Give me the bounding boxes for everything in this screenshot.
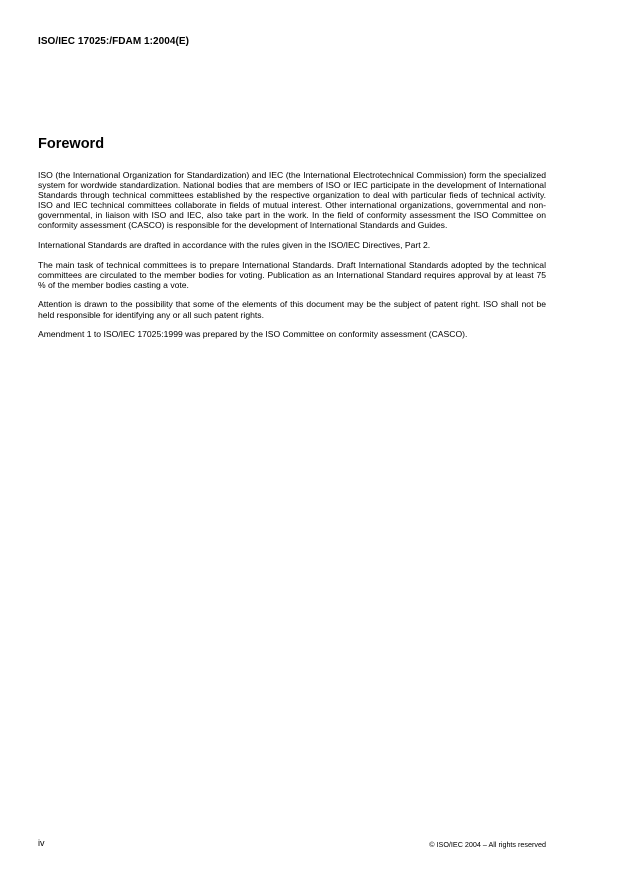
paragraph-organizations: ISO (the International Organization for Standardization) and IEC (the International Electrotechnical Commission) form the specialized system for wordwide standardization. National bodies that are members of ISO or IEC participate in the development of International Standards through technical committees established by the respective organization to deal with particular fieds of technical activity. ISO and IEC technical committees collaborate in fields of mutual interest. Other international organizations, governmental and non-governmental, in liaison with ISO and IEC, also take part in the work. In the field of conformity assessment the ISO Committee on conformity assessment (CASCO) is responsible for the development of International Standards and Guides. bbox=[38, 170, 546, 231]
document-id-header: ISO/IEC 17025:/FDAM 1:2004(E) bbox=[38, 36, 189, 47]
paragraph-patent-notice: Attention is drawn to the possibility that some of the elements of this document may be the subject of patent right. ISO shall not be held responsible for identifying any or all such patent rights. bbox=[38, 299, 546, 320]
paragraph-directives: International Standards are drafted in accordance with the rules given in the ISO/IEC Directives, Part 2. bbox=[38, 240, 431, 251]
paragraph-amendment: Amendment 1 to ISO/IEC 17025:1999 was prepared by the ISO Committee on conformity assessment (CASCO). bbox=[38, 329, 468, 340]
foreword-body bbox=[38, 170, 546, 349]
page-number: iv bbox=[38, 838, 45, 848]
paragraph-committee-task: The main task of technical committees is to prepare International Standards. Draft International Standards adopted by the technical committees are circulated to the member bodies for voting. Publication as an International Standard requires approval by at least 75 % of the member bodies casting a vote. bbox=[38, 259, 546, 290]
copyright-notice: © ISO/IEC 2004 – All rights reserved bbox=[429, 840, 546, 849]
section-title: Foreword bbox=[38, 136, 105, 152]
